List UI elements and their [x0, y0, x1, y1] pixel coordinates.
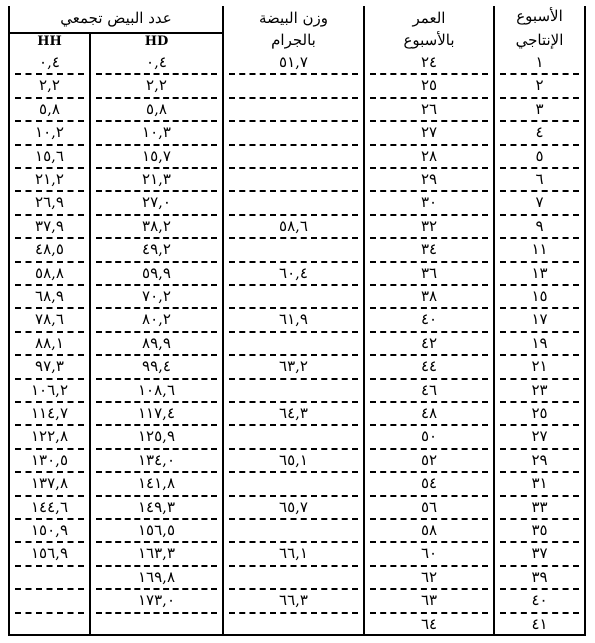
row-divider — [500, 354, 579, 356]
row-divider — [96, 120, 217, 122]
row-divider — [96, 284, 217, 286]
week-cell: ١٣ — [531, 263, 548, 282]
age-header-line1: العمر — [412, 9, 446, 27]
age-cell: ٢٥ — [420, 76, 438, 95]
row-divider — [500, 331, 579, 333]
week-cell: ٤١ — [531, 614, 548, 633]
row-divider — [15, 401, 84, 403]
row-divider — [500, 120, 579, 122]
row-divider — [96, 144, 217, 146]
hh-cell: ٨٨,١ — [35, 333, 64, 352]
row-divider — [229, 214, 358, 216]
week-cell: ٣٣ — [531, 497, 548, 516]
row-divider — [370, 612, 488, 614]
weight-cell: ٦٦,٣ — [279, 591, 308, 610]
row-divider — [96, 214, 217, 216]
hd-cell: ٢,٢ — [146, 76, 167, 95]
row-divider — [15, 214, 84, 216]
hd-cell: ٨٠,٢ — [142, 310, 171, 329]
row-divider — [500, 518, 579, 520]
row-divider — [96, 518, 217, 520]
row-divider — [15, 471, 84, 473]
hd-cell: ١٦٩,٨ — [138, 567, 175, 586]
hh-cell: ١٥٦,٩ — [31, 544, 68, 563]
row-divider — [229, 73, 358, 75]
row-divider — [15, 144, 84, 146]
row-divider — [229, 565, 358, 567]
age-cell: ٦٠ — [420, 544, 438, 563]
row-divider — [96, 401, 217, 403]
row-divider — [229, 518, 358, 520]
age-cell: ٣٦ — [420, 263, 438, 282]
row-divider — [229, 378, 358, 380]
hh-cell: ١٢٢,٨ — [31, 427, 68, 446]
row-divider — [370, 354, 488, 356]
row-divider — [96, 354, 217, 356]
table-border-right — [584, 6, 586, 636]
row-divider — [15, 97, 84, 99]
week-cell: ٥ — [535, 146, 544, 165]
row-divider — [370, 261, 488, 263]
row-divider — [229, 167, 358, 169]
hd-cell: ٠,٤ — [146, 53, 167, 71]
row-divider — [500, 424, 579, 426]
weight-cell: ٦١,٩ — [279, 310, 308, 329]
age-cell: ٤٦ — [420, 380, 438, 399]
row-divider — [96, 378, 217, 380]
week-cell: ٤٠ — [531, 591, 548, 610]
row-divider — [15, 448, 84, 450]
hd-cell: ١٥٦,٥ — [138, 521, 175, 539]
row-divider — [15, 378, 84, 380]
row-divider — [370, 144, 488, 146]
row-divider — [96, 565, 217, 567]
week-cell: ٢٧ — [531, 427, 548, 446]
row-divider — [15, 424, 84, 426]
week-cell: ٢ — [535, 76, 544, 95]
row-divider — [15, 167, 84, 169]
hd-cell: ١٤١,٨ — [138, 474, 175, 493]
week-cell: ١٥ — [531, 287, 548, 305]
row-divider — [370, 284, 488, 286]
row-divider — [500, 448, 579, 450]
age-cell: ٢٨ — [420, 146, 438, 165]
row-divider — [500, 284, 579, 286]
row-divider — [370, 518, 488, 520]
week-cell: ١١ — [531, 240, 548, 259]
week-cell: ١٧ — [531, 310, 548, 329]
row-divider — [96, 237, 217, 239]
age-cell: ٤٨ — [420, 404, 438, 422]
row-divider — [229, 190, 358, 192]
age-cell: ٥٤ — [420, 474, 438, 493]
age-cell: ٥٠ — [420, 427, 438, 446]
week-cell: ٣٩ — [531, 567, 548, 586]
row-divider — [15, 261, 84, 263]
row-divider — [96, 612, 217, 614]
age-header-line2: بالأسبوع — [403, 31, 455, 49]
hd-cell: ٥٩,٩ — [142, 263, 171, 282]
hh-cell: ٩٧,٣ — [35, 357, 64, 376]
age-cell: ٣٨ — [420, 287, 438, 305]
age-cell: ٦٢ — [420, 567, 438, 586]
row-divider — [15, 237, 84, 239]
hd-cell: ٧٠,٢ — [142, 287, 171, 305]
weight-cell: ٦٥,٧ — [279, 497, 308, 516]
age-cell: ٢٩ — [420, 170, 438, 188]
row-divider — [229, 424, 358, 426]
row-divider — [370, 167, 488, 169]
hh-cell: ١٥٠,٩ — [31, 521, 68, 539]
weight-cell: ٦٠,٤ — [279, 263, 308, 282]
hh-cell: ٣٧,٩ — [35, 216, 64, 235]
hd-cell: ١٧٣,٠ — [138, 591, 175, 610]
row-divider — [96, 424, 217, 426]
row-divider — [370, 331, 488, 333]
row-divider — [370, 495, 488, 497]
hd-cell: ١٣٤,٠ — [138, 450, 175, 469]
hd-cell: ٨٩,٩ — [142, 333, 171, 352]
weight-cell: ٦٦,١ — [279, 544, 308, 563]
week-cell: ٢٥ — [531, 404, 548, 422]
table-border-bottom — [8, 634, 586, 636]
row-divider — [229, 354, 358, 356]
row-divider — [96, 167, 217, 169]
hh-cell: ١٣٠,٥ — [31, 450, 68, 469]
row-divider — [370, 541, 488, 543]
age-cell: ٢٧ — [420, 123, 438, 142]
row-divider — [229, 97, 358, 99]
age-cell: ٤٠ — [420, 310, 438, 329]
weight-cell: ٥٨,٦ — [279, 216, 308, 235]
hd-cell: ٩٩,٤ — [142, 357, 171, 376]
row-divider — [229, 471, 358, 473]
production-week-header-line1: الأسبوع — [516, 7, 563, 25]
hd-cell: ١٦٣,٣ — [138, 544, 175, 563]
row-divider — [229, 331, 358, 333]
week-cell: ٣١ — [531, 474, 548, 493]
weight-cell: ٦٤,٣ — [279, 404, 308, 422]
row-divider — [500, 73, 579, 75]
row-divider — [15, 518, 84, 520]
week-cell: ٢١ — [531, 357, 548, 376]
row-divider — [370, 471, 488, 473]
hd-cell: ١١٧,٤ — [138, 404, 175, 422]
weight-cell: ٦٣,٢ — [279, 357, 308, 376]
row-divider — [500, 495, 579, 497]
egg-weight-header-line2: بالجرام — [271, 31, 316, 49]
row-divider — [370, 424, 488, 426]
week-cell: ٧ — [535, 193, 544, 212]
row-divider — [370, 588, 488, 590]
row-divider — [15, 495, 84, 497]
row-divider — [15, 307, 84, 309]
row-divider — [500, 471, 579, 473]
row-divider — [96, 471, 217, 473]
row-divider — [15, 354, 84, 356]
age-cell: ٣٤ — [420, 240, 438, 259]
row-divider — [500, 307, 579, 309]
row-divider — [229, 588, 358, 590]
week-cell: ٤ — [535, 123, 544, 142]
hh-cell: ٥,٨ — [39, 99, 60, 118]
age-cell: ٥٢ — [420, 450, 438, 469]
hd-header: HD — [144, 34, 169, 49]
hd-cell: ٣٨,٢ — [142, 216, 171, 235]
row-divider — [15, 73, 84, 75]
egg-weight-header-line1: وزن البيضة — [258, 9, 329, 27]
row-divider — [229, 401, 358, 403]
row-divider — [500, 190, 579, 192]
production-week-header-line2: الإنتاجي — [515, 31, 564, 49]
week-cell: ٣ — [535, 99, 544, 118]
row-divider — [96, 307, 217, 309]
row-divider — [229, 541, 358, 543]
row-divider — [229, 120, 358, 122]
row-divider — [96, 495, 217, 497]
hh-cell: ١٠,٢ — [35, 123, 64, 142]
hd-cell: ٢٧,٠ — [142, 193, 171, 212]
row-divider — [96, 73, 217, 75]
row-divider — [500, 214, 579, 216]
row-divider — [229, 144, 358, 146]
row-divider — [15, 190, 84, 192]
row-divider — [96, 261, 217, 263]
row-divider — [370, 190, 488, 192]
row-divider — [96, 331, 217, 333]
row-divider — [15, 565, 84, 567]
age-cell: ٥٦ — [420, 497, 438, 516]
row-divider — [370, 214, 488, 216]
age-cell: ٦٣ — [420, 591, 438, 610]
row-divider — [370, 73, 488, 75]
row-divider — [15, 331, 84, 333]
row-divider — [15, 284, 84, 286]
row-divider — [15, 612, 84, 614]
hd-cell: ٥,٨ — [146, 99, 167, 118]
row-divider — [96, 541, 217, 543]
age-cell: ٣٠ — [420, 193, 438, 212]
hh-cell: ٠,٤ — [39, 53, 60, 71]
row-divider — [370, 401, 488, 403]
row-divider — [96, 588, 217, 590]
hh-cell: ١٤٤,٦ — [31, 497, 68, 516]
week-cell: ٣٧ — [531, 544, 548, 563]
hd-cell: ١٥,٧ — [142, 146, 171, 165]
hd-cell: ١٢٥,٩ — [138, 427, 175, 446]
row-divider — [96, 190, 217, 192]
row-divider — [500, 261, 579, 263]
row-divider — [229, 495, 358, 497]
row-divider — [15, 541, 84, 543]
row-divider — [96, 97, 217, 99]
hh-cell: ١٥,٦ — [35, 146, 64, 165]
week-cell: ٦ — [535, 170, 544, 188]
row-divider — [500, 541, 579, 543]
hh-cell: ٦٨,٩ — [35, 287, 64, 305]
row-divider — [370, 565, 488, 567]
row-divider — [370, 307, 488, 309]
row-divider — [229, 237, 358, 239]
age-cell: ٢٤ — [420, 53, 438, 71]
row-divider — [370, 448, 488, 450]
weight-cell: ٥١,٧ — [279, 53, 308, 71]
hh-cell: ٧٨,٦ — [35, 310, 64, 329]
week-cell: ١٩ — [531, 333, 548, 352]
row-divider — [229, 612, 358, 614]
age-cell: ٦٤ — [420, 614, 438, 633]
week-cell: ٢٩ — [531, 450, 548, 469]
row-divider — [96, 448, 217, 450]
week-cell: ١ — [535, 53, 544, 71]
hd-cell: ١٠,٣ — [142, 123, 171, 142]
row-divider — [370, 237, 488, 239]
row-divider — [229, 448, 358, 450]
week-cell: ٢٣ — [531, 380, 548, 399]
row-divider — [500, 612, 579, 614]
hh-cell: ٢٦,٩ — [35, 193, 64, 212]
hh-cell: ٥٨,٨ — [35, 263, 64, 282]
hh-cell: ٢,٢ — [39, 76, 60, 95]
row-divider — [15, 588, 84, 590]
hd-cell: ٤٩,٢ — [142, 240, 171, 259]
row-divider — [370, 97, 488, 99]
age-cell: ٣٢ — [420, 216, 438, 235]
row-divider — [15, 120, 84, 122]
row-divider — [500, 167, 579, 169]
age-cell: ٥٨ — [420, 521, 438, 539]
row-divider — [500, 237, 579, 239]
row-divider — [370, 120, 488, 122]
age-cell: ٤٢ — [420, 333, 438, 352]
eggs-cumulative-header: عدد البيض تجمعي — [60, 9, 172, 27]
hh-cell: ١٠٦,٢ — [31, 380, 68, 399]
row-divider — [500, 565, 579, 567]
weight-cell: ٦٥,١ — [279, 450, 308, 469]
age-cell: ٢٦ — [420, 99, 438, 118]
age-cell: ٤٤ — [420, 357, 438, 376]
hh-cell: ٤٨,٥ — [35, 240, 64, 259]
row-divider — [500, 378, 579, 380]
row-divider — [229, 307, 358, 309]
hd-cell: ١٠٨,٦ — [138, 380, 175, 399]
hh-header: HH — [37, 34, 62, 49]
row-divider — [500, 144, 579, 146]
row-divider — [229, 261, 358, 263]
row-divider — [500, 401, 579, 403]
row-divider — [500, 588, 579, 590]
week-cell: ٣٥ — [531, 521, 548, 539]
hd-cell: ١٤٩,٣ — [138, 497, 175, 516]
hd-cell: ٢١,٣ — [142, 170, 171, 188]
week-cell: ٩ — [535, 216, 544, 235]
hh-cell: ٢١,٢ — [35, 170, 64, 188]
row-divider — [370, 378, 488, 380]
row-divider — [500, 97, 579, 99]
row-divider — [229, 284, 358, 286]
hh-cell: ١١٤,٧ — [31, 404, 68, 422]
hh-cell: ١٣٧,٨ — [31, 474, 68, 493]
